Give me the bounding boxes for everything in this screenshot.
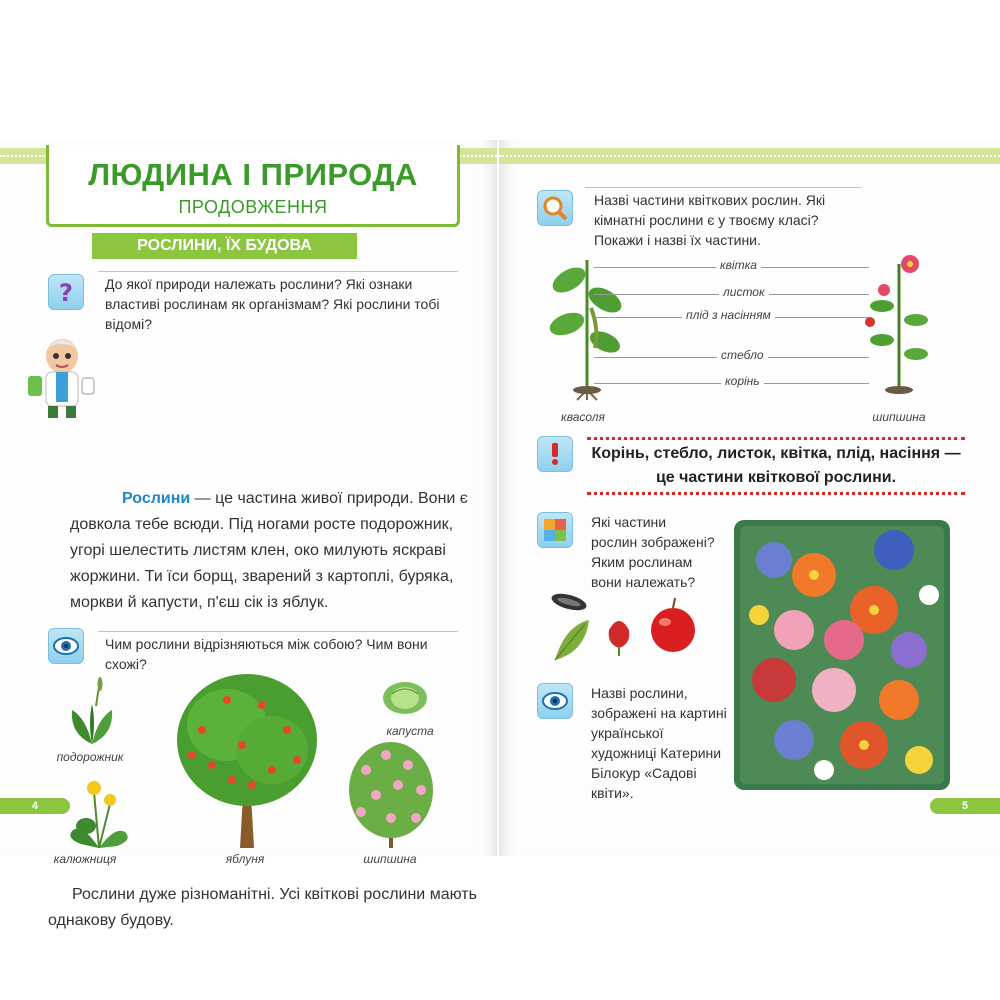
caption-bean: квасоля <box>561 410 605 424</box>
rosehip-bush-image <box>346 740 436 850</box>
label-fruit-with-seeds: плід з насінням <box>682 308 775 322</box>
caption-rosehip: шипшина <box>872 410 926 424</box>
caption-apple-tree: яблуня <box>225 852 265 866</box>
page-number: 5 <box>930 798 1000 814</box>
exclamation-icon <box>537 436 573 472</box>
textbook-spread <box>0 140 1000 929</box>
caption-plantain: подорожник <box>56 750 124 764</box>
puzzle-icon <box>537 512 573 548</box>
plant-parts-images <box>547 590 697 670</box>
bean-plant-image <box>539 250 629 400</box>
caption-rosehip-bush: шипшина <box>363 852 417 866</box>
eye-icon <box>48 628 84 664</box>
caption-marsh-marigold: калюжниця <box>53 852 117 866</box>
page-number: 4 <box>0 798 70 814</box>
keyword-plants: Рослини <box>122 490 191 507</box>
intro-text: — це частина живої природи. Вони є довкола тебе всюди. Під ногами росте подорожник, угорі шелестить листям клен, око милують яскраві жоржини. Ти їси борщ, зварений з картоплі, буряка, моркви й капусти, п'єш сік із яблук. <box>70 490 468 611</box>
caption-cabbage: капуста <box>386 724 434 738</box>
label-flower: квітка <box>716 258 761 272</box>
task-1: Назві частини квіткових рослин. Які кімнатні рослини є у твоєму класі? Покажи і назві їх частини. <box>594 192 826 248</box>
left-page <box>0 140 497 929</box>
rosehip-plant-image <box>854 250 944 400</box>
question-2: Чим рослини відрізняються між собою? Чим вони схожі? <box>105 636 428 672</box>
svg-text:?: ? <box>59 279 73 307</box>
page-title: ЛЮДИНА І ПРИРОДА <box>88 157 418 192</box>
question-icon <box>48 274 84 310</box>
question-1: До якої природи належать рослини? Які ознаки властиві рослинам як організмам? Які рослини тобі відомі? <box>105 276 440 332</box>
section-heading: РОСЛИНИ, ЇХ БУДОВА <box>92 233 357 259</box>
task-3: Назві рослини, зображені на картині української художниці Катерини Білокур «Садові квіти». <box>591 685 727 801</box>
scientist-character-icon <box>20 336 104 420</box>
eye-icon <box>537 683 573 719</box>
right-page <box>499 140 1000 856</box>
rule <box>585 187 861 188</box>
label-root: корінь <box>721 374 764 388</box>
closing-paragraph: Рослини дуже різноманітні. Усі квіткові рослини мають однакову будову. <box>48 886 477 929</box>
rule <box>98 631 458 632</box>
title-box <box>46 145 460 227</box>
plantain-image <box>62 678 122 746</box>
dotted-rule <box>587 492 965 495</box>
magnifier-icon <box>537 190 573 226</box>
cabbage-image <box>380 676 430 716</box>
intro-paragraph <box>70 486 480 616</box>
apple-tree-image <box>172 670 322 850</box>
label-leaf: листок <box>719 285 769 299</box>
task-2: Які частини рослин зображені? Яким рослинам вони належать? <box>591 514 715 590</box>
label-stem: стебло <box>717 348 768 362</box>
key-statement: Корінь, стебло, листок, квітка, плід, насіння — це частини квіткової рослини. <box>591 445 961 486</box>
rule <box>98 271 458 272</box>
dotted-rule <box>587 437 965 440</box>
page-subtitle: ПРОДОВЖЕННЯ <box>178 197 328 217</box>
top-strip <box>499 148 1000 164</box>
marsh-marigold-image <box>64 770 134 850</box>
painting-garden-flowers <box>734 520 950 790</box>
